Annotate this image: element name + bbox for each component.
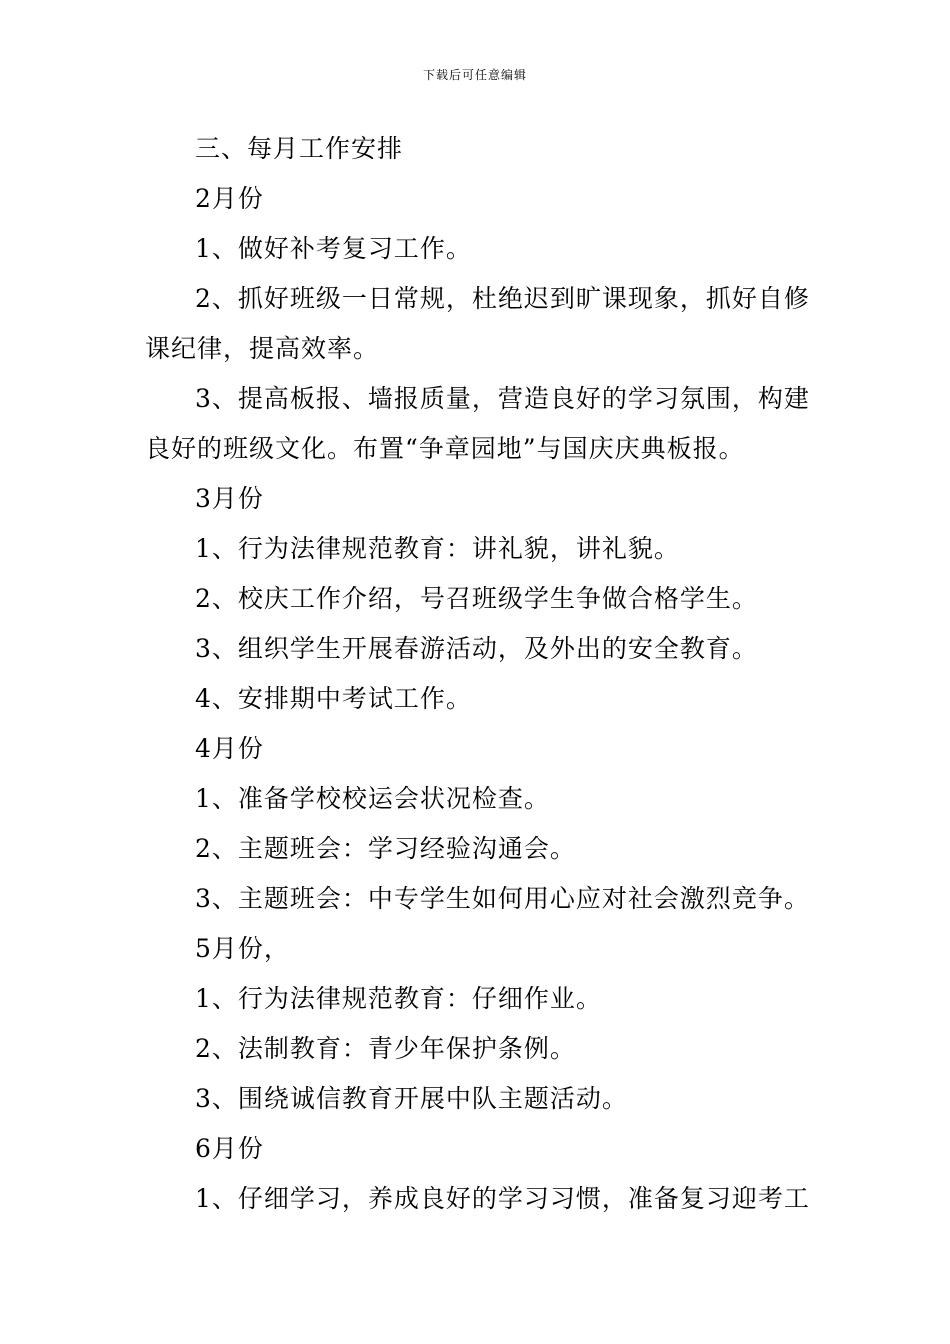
paragraph: 2、抓好班级一日常规，杜绝迟到旷课现象，抓好自修课纪律，提高效率。 xyxy=(145,284,810,363)
document-body xyxy=(145,124,810,1224)
paragraph: 1、行为法律规范教育：仔细作业。 xyxy=(195,984,602,1013)
paragraph: 3、提高板报、墙报质量，营造良好的学习氛围，构建良好的班级文化。布置“争章园地”与国庆庆典板报。 xyxy=(145,384,810,463)
month-heading-jun: 6月份 xyxy=(195,1134,264,1163)
paragraph: 2、法制教育：青少年保护条例。 xyxy=(195,1034,576,1063)
month-heading-feb: 2月份 xyxy=(195,184,264,213)
paragraph: 3、组织学生开展春游活动，及外出的安全教育。 xyxy=(195,634,758,663)
paragraph: 2、校庆工作介绍，号召班级学生争做合格学生。 xyxy=(195,584,758,613)
header-note: 下载后可任意编辑 xyxy=(422,68,527,82)
paragraph: 2、主题班会：学习经验沟通会。 xyxy=(195,834,576,863)
paragraph: 1、仔细学习，养成良好的学习习惯，准备复习迎考工 xyxy=(195,1184,810,1213)
paragraph: 1、行为法律规范教育：讲礼貌，讲礼貌。 xyxy=(195,534,680,563)
month-heading-may: 5月份， xyxy=(195,934,290,963)
paragraph: 1、做好补考复习工作。 xyxy=(195,234,472,263)
paragraph: 4、安排期中考试工作。 xyxy=(195,684,472,713)
month-heading-mar: 3月份 xyxy=(195,484,264,513)
paragraph: 1、准备学校校运会状况检查。 xyxy=(195,784,550,813)
paragraph: 3、主题班会：中专学生如何用心应对社会激烈竞争。 xyxy=(195,884,810,913)
month-heading-apr: 4月份 xyxy=(195,734,264,763)
paragraph: 3、围绕诚信教育开展中队主题活动。 xyxy=(195,1084,628,1113)
section-heading: 三、每月工作安排 xyxy=(195,134,404,163)
